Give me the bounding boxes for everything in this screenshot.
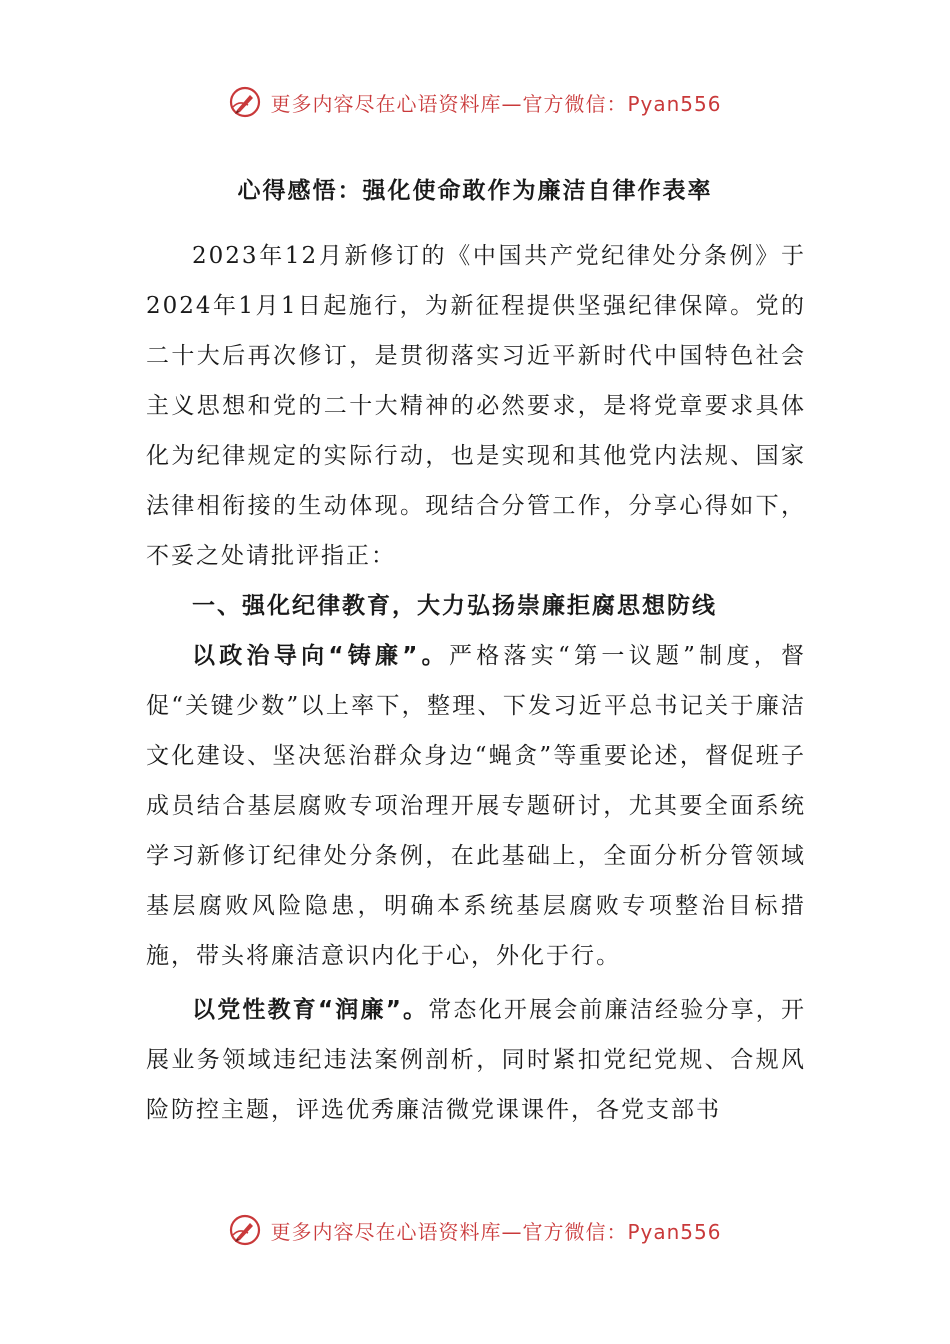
paragraph-text: 常态化开展会前廉洁经验分享，开展业务领域违纪违法案例剖析，同时紧扣党纪党规、合规风险防控主题，评选优秀廉洁微党课课件，各党支部书	[146, 997, 806, 1123]
footer-banner	[0, 1208, 950, 1252]
paragraph-lead: 以党性教育“润廉”。	[192, 997, 429, 1023]
intro-paragraph: 2023年12月新修订的《中国共产党纪律处分条例》于2024年1月1日起施行，为新征程提供坚强纪律保障。党的二十大后再次修订，是贯彻落实习近平新时代中国特色社会主义思想和党的二十大精神的必然要求，是将党章要求具体化为纪律规定的实际行动，也是实现和其他党内法规、国家法律相衔接的生动体现。现结合分管工作，分享心得如下，不妥之处请批评指正：	[146, 243, 806, 569]
section-heading: 一、强化纪律教育，大力弘扬崇廉拒腐思想防线	[192, 593, 717, 619]
document-body	[146, 231, 806, 1135]
header-banner	[0, 80, 950, 124]
paragraph-text: 严格落实“第一议题”制度，督促“关键少数”以上率下，整理、下发习近平总书记关于廉洁文化建设、坚决惩治群众身边“蝇贪”等重要论述，督促班子成员结合基层腐败专项治理开展专题研讨，尤其要全面系统学习新修订纪律处分条例，在此基础上，全面分析分管领域基层腐败风险隐患，明确本系统基层腐败专项整治目标措施，带头将廉洁意识内化于心，外化于行。	[146, 643, 806, 969]
pen-circle-icon	[228, 85, 262, 119]
section-paragraph-2	[146, 985, 806, 1135]
paragraph-lead: 以政治导向“铸廉”。	[192, 643, 449, 669]
banner-text: 更多内容尽在心语资料库—官方微信：Pyan556	[270, 91, 722, 116]
pen-circle-icon	[228, 1213, 262, 1247]
section-paragraph-1	[146, 631, 806, 981]
document-title: 心得感悟：强化使命敢作为廉洁自律作表率	[237, 178, 713, 204]
banner-text: 更多内容尽在心语资料库—官方微信：Pyan556	[270, 1219, 722, 1244]
